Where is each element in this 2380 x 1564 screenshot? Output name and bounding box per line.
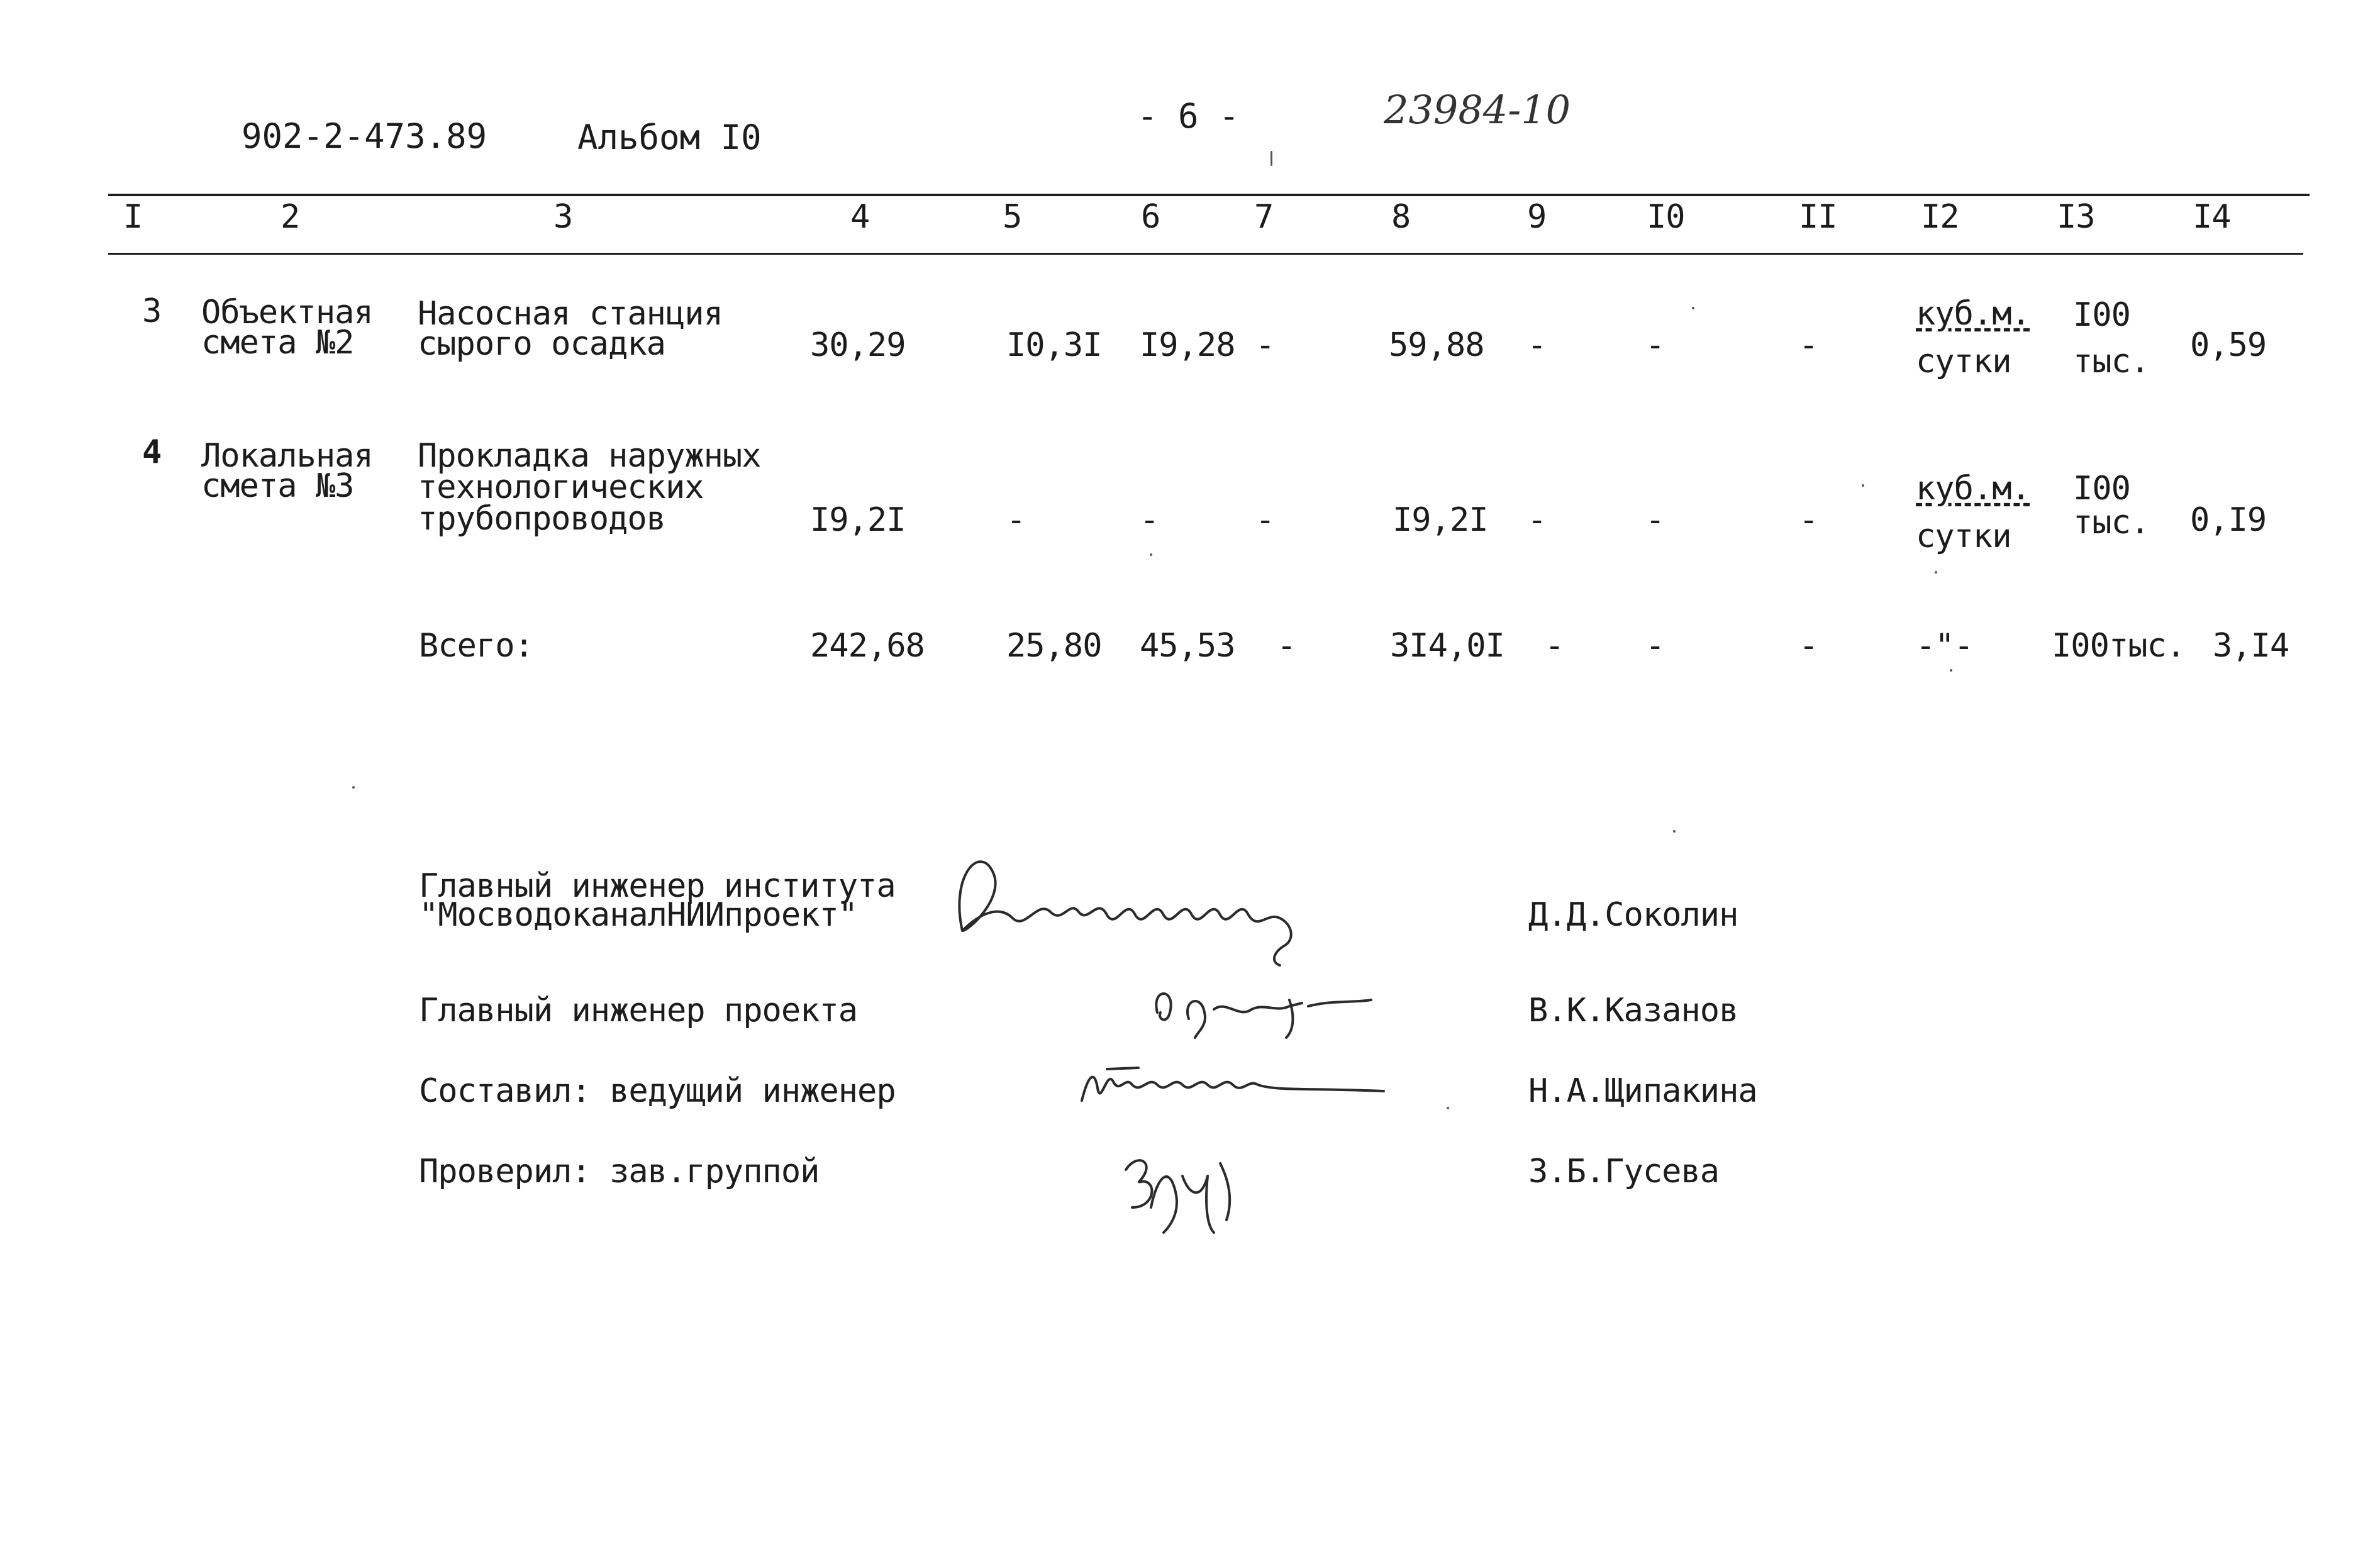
column-number: I: [123, 198, 143, 236]
scan-speck: [1673, 830, 1676, 833]
cell-col14: 0,59: [2190, 326, 2267, 364]
capacity-unit: тыс.: [2073, 504, 2150, 541]
total-col12: -"-: [1916, 627, 1973, 665]
handwritten-signature: [1069, 1057, 1396, 1113]
cell-col9: -: [1527, 326, 1547, 364]
column-number: 8: [1391, 198, 1411, 236]
capacity-unit: тыс.: [2073, 343, 2150, 380]
signatory-name: З.Б.Гусева: [1528, 1153, 1720, 1190]
column-number: 2: [281, 198, 300, 236]
total-col7: -: [1277, 627, 1296, 665]
column-number: I0: [1647, 198, 1685, 236]
handwritten-signature: [1145, 975, 1447, 1044]
signatory-name: Д.Д.Соколин: [1528, 896, 1738, 934]
total-col9: -: [1545, 627, 1564, 665]
cell-col10: -: [1645, 326, 1665, 364]
cell-col4: 30,29: [810, 326, 906, 364]
total-col10: -: [1645, 627, 1665, 665]
row-number: 4: [142, 433, 162, 471]
object-name-line: сырого осадка: [418, 325, 665, 363]
cell-col5: I0,3I: [1006, 326, 1102, 364]
object-name-line: технологических: [418, 469, 704, 506]
total-label: Всего:: [419, 627, 533, 665]
scan-speck: [1271, 151, 1272, 166]
estimate-number: смета №3: [201, 467, 354, 505]
unit-numerator: куб.м.: [1916, 295, 2030, 333]
cell-col10: -: [1645, 501, 1665, 539]
row-number: 3: [142, 292, 162, 330]
estimate-type: Локальная: [201, 437, 373, 475]
column-number: 4: [850, 198, 870, 236]
handwritten-signature: [943, 836, 1333, 968]
total-col4: 242,68: [810, 627, 925, 665]
cell-col6: -: [1140, 501, 1159, 539]
scan-speck: [1692, 307, 1694, 309]
table-top-rule: [108, 194, 2310, 196]
capacity-value: I00: [2073, 470, 2130, 507]
column-number: 9: [1527, 198, 1547, 236]
scan-speck: [1935, 571, 1937, 574]
column-number: 7: [1254, 198, 1274, 236]
signature-role: Главный инженер проекта: [419, 992, 858, 1029]
signature-role: Главный инженер института: [419, 867, 896, 905]
signatory-name: Н.А.Щипакина: [1528, 1072, 1757, 1110]
object-name-line: Насосная станция: [418, 295, 723, 333]
scan-speck: [1150, 553, 1152, 556]
column-number: I3: [2057, 198, 2095, 236]
object-name-line: трубопроводов: [418, 500, 665, 538]
column-number: 5: [1003, 198, 1022, 236]
total-col6: 45,53: [1140, 627, 1235, 665]
signatory-name: В.К.Казанов: [1528, 992, 1738, 1029]
signature-role: "МосводоканалНИИпроект": [419, 896, 858, 934]
scan-speck: [1447, 1107, 1449, 1109]
scan-speck: [1950, 669, 1952, 672]
estimate-number: смета №2: [201, 324, 354, 362]
total-col8: 3I4,0I: [1390, 627, 1504, 665]
cell-col6: I9,28: [1140, 326, 1235, 364]
handwritten-signature: [1113, 1138, 1252, 1239]
column-number: I2: [1921, 198, 1959, 236]
scan-speck: [1862, 484, 1864, 487]
column-number: 3: [553, 198, 573, 236]
column-number: 6: [1141, 198, 1160, 236]
cell-col8: 59,88: [1389, 326, 1484, 364]
capacity-value: I00: [2073, 296, 2130, 334]
column-number: II: [1799, 198, 1837, 236]
scan-speck: [352, 786, 355, 789]
cell-col11: -: [1799, 501, 1818, 539]
cell-col8: I9,2I: [1393, 501, 1488, 539]
signature-role: Составил: ведущий инженер: [419, 1072, 896, 1110]
stamp-number: 23984-10: [1384, 87, 1571, 133]
signature-role: Проверил: зав.группой: [419, 1153, 820, 1190]
total-col13: I00тыс.: [2052, 627, 2186, 665]
estimate-type: Объектная: [201, 294, 373, 331]
cell-col14: 0,I9: [2190, 501, 2267, 539]
cell-col7: -: [1255, 501, 1275, 539]
unit-denominator: сутки: [1916, 518, 2011, 555]
doc-code: 902-2-473.89: [242, 116, 487, 156]
album-label: Альбом I0: [577, 118, 762, 157]
table-header-rule: [108, 253, 2303, 255]
object-name-line: Прокладка наружных: [418, 437, 761, 475]
total-col5: 25,80: [1006, 627, 1102, 665]
cell-col7: -: [1255, 326, 1275, 364]
cell-col4: I9,2I: [810, 501, 906, 539]
cell-col9: -: [1527, 501, 1547, 539]
unit-numerator: куб.м.: [1916, 470, 2030, 507]
unit-denominator: сутки: [1916, 343, 2011, 380]
total-col11: -: [1799, 627, 1818, 665]
cell-col5: -: [1006, 501, 1026, 539]
page-number: - 6 -: [1137, 96, 1240, 136]
total-col14: 3,I4: [2213, 627, 2289, 665]
cell-col11: -: [1799, 326, 1818, 364]
column-number: I4: [2193, 198, 2231, 236]
